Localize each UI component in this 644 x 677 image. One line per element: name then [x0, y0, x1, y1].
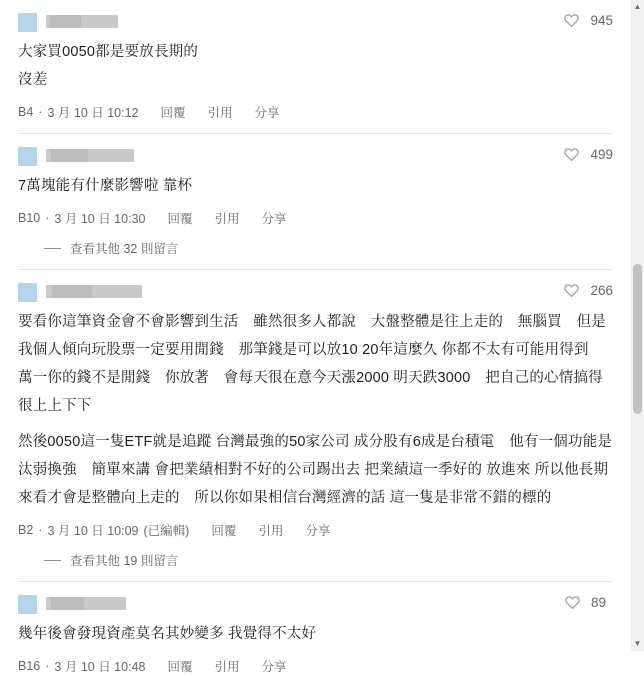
like-group[interactable]: [563, 12, 613, 29]
comment-id: B16: [18, 659, 41, 673]
meta-separator: ·: [45, 211, 50, 225]
comment-time: 3 月 10 日 10:12: [47, 106, 139, 120]
comment-item: [0, 0, 631, 134]
like-group[interactable]: [563, 282, 613, 299]
comment-actions: [167, 209, 308, 227]
comment-paragraph: 沒差: [18, 72, 48, 88]
comment-id: B4: [18, 105, 34, 119]
quote-button[interactable]: 引用: [214, 660, 240, 674]
comment-meta: [18, 512, 613, 541]
author-name-redacted[interactable]: [46, 597, 126, 610]
comment-paragraph: 要看你這筆資金會不會影響到生活 雖然很多人都說 大盤整體是往上走的 無腦買 但是我個人傾向玩股票一定要用閒錢 那筆錢是可以放10 20年這麼久 你都不太有可能用得到 萬一你的錢不是閒錢 你放著 會每天很在意今天漲2000 明天跌3000 把自己的心情搞得很上上下下: [18, 314, 606, 414]
show-more-replies[interactable]: [18, 541, 613, 571]
comment-actions: [211, 521, 352, 539]
dash-icon: [44, 248, 61, 249]
like-count: 499: [590, 147, 613, 162]
heart-icon[interactable]: [564, 594, 581, 611]
like-count: 89: [591, 595, 607, 610]
comment-body: [18, 166, 613, 200]
comment-body: [18, 614, 613, 648]
scrollbar-track[interactable]: [631, 14, 644, 637]
comment-item: [0, 270, 631, 582]
vertical-scrollbar[interactable]: [631, 0, 644, 651]
author-name-redacted[interactable]: [46, 15, 118, 28]
meta-separator: ·: [38, 105, 43, 119]
avatar[interactable]: [18, 595, 37, 614]
show-more-replies[interactable]: [18, 229, 613, 259]
like-group[interactable]: [564, 594, 613, 611]
edited-label: (已編輯): [143, 524, 190, 538]
comment-paragraph: 幾年後會發現資產莫名其妙變多 我覺得不太好: [18, 626, 317, 642]
avatar[interactable]: [18, 13, 37, 32]
comment-body: [18, 302, 613, 512]
heart-icon[interactable]: [563, 12, 580, 29]
comment-item: [0, 582, 631, 677]
comment-meta: [18, 94, 613, 123]
comment-meta: [18, 200, 613, 229]
meta-separator: ·: [45, 659, 50, 673]
heart-icon[interactable]: [563, 146, 580, 163]
share-button[interactable]: 分享: [305, 524, 331, 538]
quote-button[interactable]: 引用: [207, 106, 233, 120]
reply-button[interactable]: 回覆: [167, 212, 193, 226]
share-button[interactable]: 分享: [261, 212, 287, 226]
scroll-up-arrow-icon[interactable]: ▲: [631, 0, 644, 14]
comment-paragraph: 大家買0050都是要放長期的: [18, 44, 199, 60]
comment-header: [18, 146, 613, 166]
comment-paragraph: 7萬塊能有什麼影響啦 靠杯: [18, 178, 193, 194]
quote-button[interactable]: 引用: [258, 524, 284, 538]
scrollbar-thumb[interactable]: [633, 264, 642, 414]
reply-button[interactable]: 回覆: [160, 106, 186, 120]
like-count: 945: [590, 13, 613, 28]
comment-id: B2: [18, 523, 34, 537]
reply-button[interactable]: 回覆: [211, 524, 237, 538]
comment-item: [0, 134, 631, 270]
comment-meta: [18, 648, 613, 677]
comment-actions: [167, 657, 308, 675]
author-name-redacted[interactable]: [46, 149, 134, 162]
meta-separator: ·: [38, 523, 43, 537]
comment-actions: [161, 103, 302, 121]
comment-id: B10: [18, 211, 41, 225]
author-name-redacted[interactable]: [46, 285, 142, 298]
heart-icon[interactable]: [563, 282, 580, 299]
comment-body: [18, 32, 613, 94]
share-button[interactable]: 分享: [254, 106, 280, 120]
comment-time: 3 月 10 日 10:30: [54, 212, 146, 226]
comment-time: 3 月 10 日 10:48: [54, 660, 146, 674]
comment-header: [18, 594, 613, 614]
show-more-replies-label[interactable]: 查看其他 19 則留言: [70, 554, 179, 568]
quote-button[interactable]: 引用: [214, 212, 240, 226]
comment-header: [18, 12, 613, 32]
show-more-replies-label[interactable]: 查看其他 32 則留言: [70, 242, 179, 256]
comment-header: [18, 282, 613, 302]
like-count: 266: [590, 283, 613, 298]
avatar[interactable]: [18, 283, 37, 302]
avatar[interactable]: [18, 147, 37, 166]
share-button[interactable]: 分享: [261, 660, 287, 674]
reply-button[interactable]: 回覆: [167, 660, 193, 674]
dash-icon: [44, 560, 61, 561]
scroll-down-arrow-icon[interactable]: ▼: [631, 637, 644, 651]
comment-time: 3 月 10 日 10:09: [47, 524, 139, 538]
like-group[interactable]: [563, 146, 613, 163]
comment-paragraph: 然後0050這一隻ETF就是追蹤 台灣最強的50家公司 成分股有6成是台積電 他有一個功能是汰弱換強 簡單來講 會把業績相對不好的公司踢出去 把業績這一季好的 放進來 所以他長期來看才會是整體向上走的 所以你如果相信台灣經濟的話 這一隻是非常不錯的標的: [18, 434, 613, 506]
